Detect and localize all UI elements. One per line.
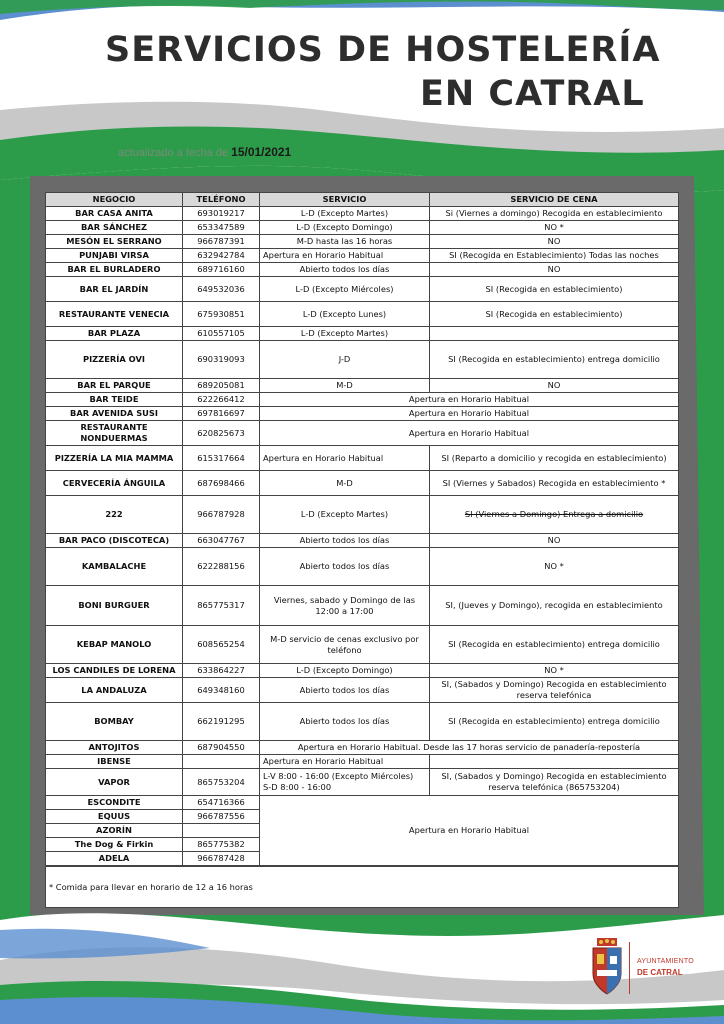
cell-servicio: Apertura en Horario Habitual (260, 446, 430, 471)
cell-servicio: M-D hasta las 16 horas (260, 235, 430, 249)
table-row (46, 249, 679, 263)
table-row (46, 277, 679, 302)
cell-telefono: 653347589 (183, 221, 260, 235)
cell-servicio: L-D (Excepto Miércoles) (260, 277, 430, 302)
updated-date: 15/01/2021 (231, 145, 292, 159)
cell-negocio: ESCONDITE (46, 796, 183, 810)
cell-cena: SI (Reparto a domicilio y recogida en establecimiento) (430, 446, 679, 471)
cell-negocio: BAR EL JARDÍN (46, 277, 183, 302)
cell-negocio: BAR EL BURLADERO (46, 263, 183, 277)
cell-negocio: ANTOJITOS (46, 741, 183, 755)
cell-telefono: 615317664 (183, 446, 260, 471)
logo-text-line1: AYUNTAMIENTO (637, 958, 694, 965)
cell-telefono: 865775317 (183, 586, 260, 626)
cell-telefono: 690319093 (183, 341, 260, 379)
cell-telefono: 662191295 (183, 703, 260, 741)
cell-negocio: BOMBAY (46, 703, 183, 741)
cell-negocio: LA ANDALUZA (46, 678, 183, 703)
cell-telefono: 865753204 (183, 769, 260, 796)
cell-servicio: M-D (260, 471, 430, 496)
cell-cena: Si (Viernes a domingo) Recogida en establecimiento (430, 207, 679, 221)
table-row (46, 327, 679, 341)
cell-servicio: Viernes, sabado y Domingo de las 12:00 a 17:00 (260, 586, 430, 626)
cell-cena: SI (Recogida en establecimiento) entrega domicilio (430, 626, 679, 664)
cell-telefono (183, 824, 260, 838)
cell-cena (430, 755, 679, 769)
cell-cena: SI, (Sabados y Domingo) Recogida en establecimiento reserva telefónica (430, 678, 679, 703)
table-row (46, 755, 679, 769)
cell-telefono: 687698466 (183, 471, 260, 496)
cell-negocio: CERVECERÍA ÁNGUILA (46, 471, 183, 496)
cell-telefono: 649532036 (183, 277, 260, 302)
cell-servicio: M-D (260, 379, 430, 393)
table-row (46, 664, 679, 678)
cell-telefono: 687904550 (183, 741, 260, 755)
header-servicio: SERVICIO (260, 193, 430, 207)
cell-cena: SI (Recogida en establecimiento) entrega domicilio (430, 341, 679, 379)
cell-telefono: 693019217 (183, 207, 260, 221)
cell-servicio: M-D servicio de cenas exclusivo por teléfono (260, 626, 430, 664)
logo-divider (629, 942, 630, 994)
cell-servicio: L-D (Excepto Martes) (260, 327, 430, 341)
header-telefono: TELÉFONO (183, 193, 260, 207)
cell-negocio: LOS CANDILES DE LORENA (46, 664, 183, 678)
cell-cena: SI (Recogida en establecimiento) (430, 302, 679, 327)
cell-negocio: AZORÍN (46, 824, 183, 838)
table-row (46, 421, 679, 446)
servicio-line1: L-V 8:00 - 16:00 (Excepto Miércoles) (263, 771, 414, 781)
cell-cena: SI (Recogida en establecimiento) entrega domicilio (430, 703, 679, 741)
cell-negocio: IBENSE (46, 755, 183, 769)
updated-label: actualizado a fecha de (118, 147, 229, 159)
table-row (46, 221, 679, 235)
cell-negocio: The Dog & Firkin (46, 838, 183, 852)
cell-cena: SI (Recogida en Establecimiento) Todas las noches (430, 249, 679, 263)
cell-servicio: Abierto todos los días (260, 548, 430, 586)
page-title-line2: EN CATRAL (420, 74, 645, 114)
cell-telefono: 689716160 (183, 263, 260, 277)
cell-cena: SI, (Jueves y Domingo), recogida en establecimiento (430, 586, 679, 626)
cell-servicio: L-D (Excepto Domingo) (260, 664, 430, 678)
cell-telefono: 966787556 (183, 810, 260, 824)
services-table-container (45, 192, 678, 908)
cell-negocio: VAPOR (46, 769, 183, 796)
cell-telefono: 697816697 (183, 407, 260, 421)
cell-telefono: 649348160 (183, 678, 260, 703)
cell-servicio: L-D (Excepto Lunes) (260, 302, 430, 327)
cell-cena: SI (Viernes y Sabados) Recogida en establecimiento * (430, 471, 679, 496)
cell-cena: NO (430, 263, 679, 277)
table-row (46, 626, 679, 664)
cell-negocio: BONI BURGUER (46, 586, 183, 626)
cell-negocio: BAR PLAZA (46, 327, 183, 341)
cell-negocio: PIZZERÍA OVI (46, 341, 183, 379)
cell-cena: NO (430, 534, 679, 548)
cell-negocio: KAMBALACHE (46, 548, 183, 586)
table-row (46, 235, 679, 249)
cell-servicio: Apertura en Horario Habitual (260, 755, 430, 769)
cell-cena: NO * (430, 221, 679, 235)
logo-text-line2: DE CATRAL (637, 968, 683, 977)
cell-cena (430, 327, 679, 341)
cell-telefono: 663047767 (183, 534, 260, 548)
table-row (46, 496, 679, 534)
cell-telefono: 654716366 (183, 796, 260, 810)
cell-telefono: 966787928 (183, 496, 260, 534)
table-row (46, 263, 679, 277)
cell-negocio: BAR CASA ANITA (46, 207, 183, 221)
cell-servicio: J-D (260, 341, 430, 379)
cell-negocio: BAR SÁNCHEZ (46, 221, 183, 235)
cell-cena: NO * (430, 664, 679, 678)
cell-telefono: 632942784 (183, 249, 260, 263)
cell-negocio: RESTAURANTE VENECIA (46, 302, 183, 327)
cell-telefono: 865775382 (183, 838, 260, 852)
coat-of-arms-icon (589, 938, 625, 996)
cell-servicio: Abierto todos los días (260, 263, 430, 277)
table-row (46, 379, 679, 393)
ayuntamiento-logo (585, 938, 695, 998)
cell-telefono: 620825673 (183, 421, 260, 446)
table-row (46, 393, 679, 407)
cell-negocio: ADELA (46, 852, 183, 867)
cell-merged: Apertura en Horario Habitual (260, 407, 679, 421)
cell-negocio: PIZZERÍA LA MIA MAMMA (46, 446, 183, 471)
cell-negocio: 222 (46, 496, 183, 534)
table-row (46, 741, 679, 755)
cell-negocio: BAR PACO (DISCOTECA) (46, 534, 183, 548)
cell-negocio: BAR TEIDE (46, 393, 183, 407)
table-row (46, 586, 679, 626)
cell-servicio: L-D (Excepto Martes) (260, 207, 430, 221)
page-title-line1: SERVICIOS DE HOSTELERÍA (105, 30, 661, 70)
cell-negocio: BAR AVENIDA SUSI (46, 407, 183, 421)
cell-merged: Apertura en Horario Habitual. Desde las 17 horas servicio de panadería-repostería (260, 741, 679, 755)
cell-telefono: 608565254 (183, 626, 260, 664)
cell-servicio: Abierto todos los días (260, 678, 430, 703)
cell-negocio: KEBAP MANOLO (46, 626, 183, 664)
header-negocio: NEGOCIO (46, 193, 183, 207)
servicio-line2: S-D 8:00 - 16:00 (263, 782, 332, 792)
cell-servicio: L-D (Excepto Domingo) (260, 221, 430, 235)
cell-group-merged: Apertura en Horario Habitual (260, 796, 679, 867)
table-row (46, 446, 679, 471)
cell-telefono: 689205081 (183, 379, 260, 393)
table-row (46, 534, 679, 548)
table-row (46, 796, 679, 810)
cell-servicio: Abierto todos los días (260, 703, 430, 741)
cell-telefono: 966787391 (183, 235, 260, 249)
table-row (46, 678, 679, 703)
cell-telefono: 633864227 (183, 664, 260, 678)
cell-cena: NO (430, 235, 679, 249)
cell-negocio: EQUUS (46, 810, 183, 824)
cell-telefono: 610557105 (183, 327, 260, 341)
cell-negocio: PUNJABI VIRSA (46, 249, 183, 263)
cell-cena: SI (Viernes a Domingo) Entrega a domicilio (430, 496, 679, 534)
header-cena: SERVICIO DE CENA (430, 193, 679, 207)
services-table (45, 192, 679, 908)
table-row (46, 207, 679, 221)
cell-servicio (260, 769, 430, 796)
cell-negocio: RESTAURANTE NONDUERMAS (46, 421, 183, 446)
cell-servicio: Abierto todos los días (260, 534, 430, 548)
cell-servicio: L-D (Excepto Martes) (260, 496, 430, 534)
table-row (46, 471, 679, 496)
cell-merged: Apertura en Horario Habitual (260, 393, 679, 407)
cell-cena: NO (430, 379, 679, 393)
cell-telefono: 966787428 (183, 852, 260, 867)
cell-servicio: Apertura en Horario Habitual (260, 249, 430, 263)
cell-cena: SI, (Sabados y Domingo) Recogida en establecimiento reserva telefónica (865753204) (430, 769, 679, 796)
table-row (46, 341, 679, 379)
cell-telefono (183, 755, 260, 769)
cell-telefono: 622288156 (183, 548, 260, 586)
cell-telefono: 622266412 (183, 393, 260, 407)
table-row (46, 302, 679, 327)
cell-negocio: MESÓN EL SERRANO (46, 235, 183, 249)
table-header-row (46, 193, 679, 207)
cell-merged: Apertura en Horario Habitual (260, 421, 679, 446)
cell-cena: SI (Recogida en establecimiento) (430, 277, 679, 302)
updated-info (118, 145, 291, 159)
table-row (46, 769, 679, 796)
cell-telefono: 675930851 (183, 302, 260, 327)
table-row (46, 703, 679, 741)
footnote-row (46, 866, 679, 908)
footnote: * Comida para llevar en horario de 12 a 16 horas (46, 866, 679, 908)
table-row (46, 407, 679, 421)
cell-negocio: BAR EL PARQUE (46, 379, 183, 393)
cell-cena: NO * (430, 548, 679, 586)
table-row (46, 548, 679, 586)
